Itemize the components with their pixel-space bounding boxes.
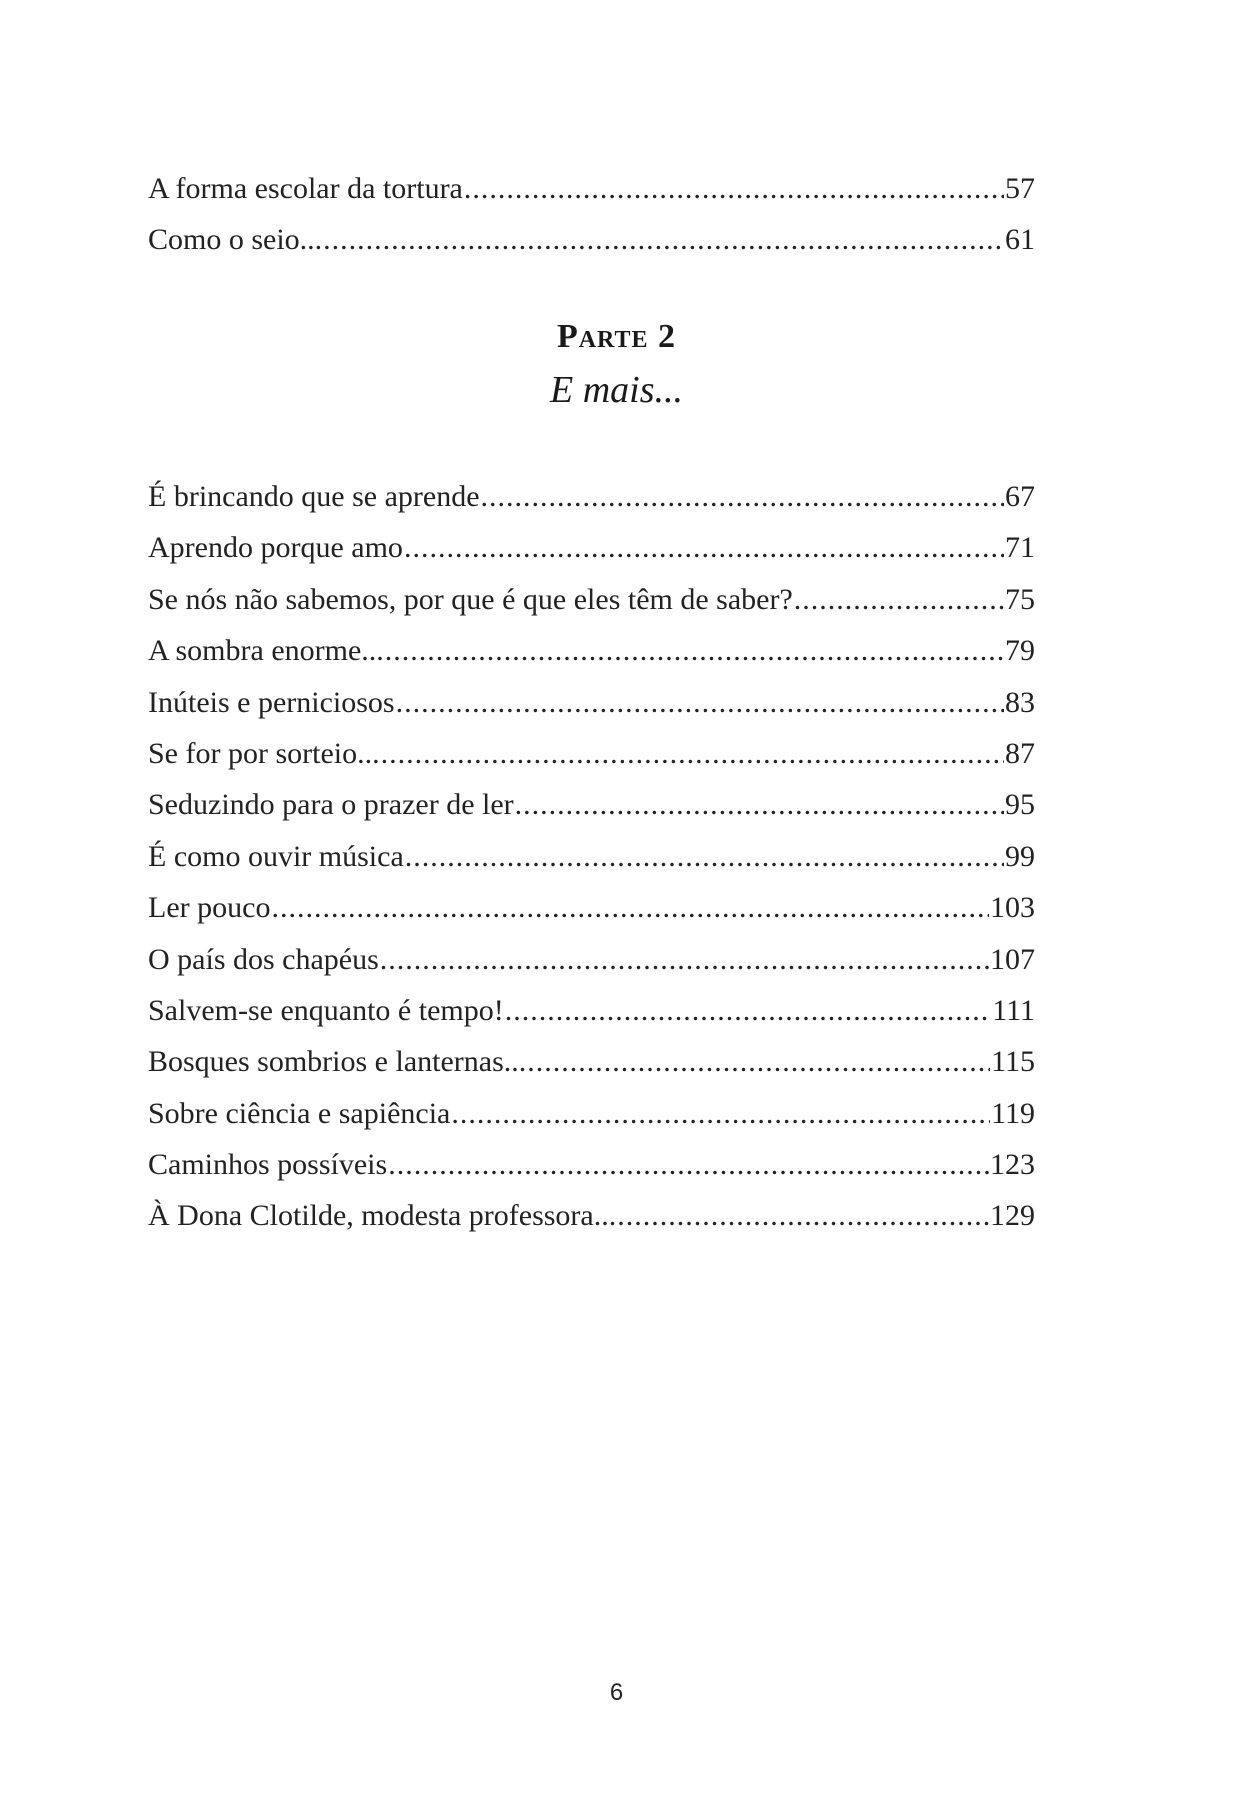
- toc-entry-page: 83: [1005, 685, 1035, 719]
- toc-leader-dots: [404, 522, 1004, 573]
- toc-entry-page: 129: [990, 1199, 1035, 1233]
- toc-entry-page: 75: [1005, 582, 1035, 616]
- part-heading-subtitle: E mais...: [550, 369, 683, 411]
- toc-leader-dots: [505, 985, 991, 1036]
- toc-leader-dots: [405, 831, 1004, 882]
- toc-entry-page: 119: [991, 1096, 1035, 1130]
- toc-entry-page: 67: [1005, 480, 1035, 513]
- toc-entry-title: Sobre ciência e sapiência: [148, 1096, 451, 1130]
- toc-entry-page: 107: [990, 942, 1035, 976]
- toc-entry-title: Inúteis e perniciosos: [148, 685, 395, 719]
- toc-entry-title: Ler pouco: [148, 891, 271, 925]
- toc-entry-title: Salvem-se enquanto é tempo!: [148, 993, 504, 1027]
- toc-leader-dots: [388, 1139, 989, 1190]
- toc-entry-page: 71: [1005, 531, 1035, 565]
- toc-entry[interactable]: [148, 625, 1035, 676]
- toc-leader-dots: [271, 882, 989, 933]
- toc-leader-dots: [381, 728, 1004, 779]
- toc-entry[interactable]: [148, 214, 1035, 265]
- toc-entry-title: Aprendo porque amo: [148, 531, 403, 565]
- toc-entry[interactable]: [148, 934, 1035, 985]
- toc-leader-dots: [515, 779, 1004, 830]
- toc-entry[interactable]: [148, 522, 1035, 573]
- toc-entry[interactable]: [148, 163, 1035, 214]
- toc-leader-dots: [794, 574, 1004, 625]
- toc-entry[interactable]: [148, 779, 1035, 830]
- toc-list-part2: [148, 471, 1035, 1242]
- toc-entry-title: A forma escolar da tortura: [148, 172, 463, 205]
- toc-leader-dots: [396, 677, 1004, 728]
- part-heading-label: Parte 2: [556, 318, 677, 355]
- toc-entry-title: Bosques sombrios e lanternas...: [148, 1045, 527, 1079]
- toc-entry-page: 57: [1005, 172, 1035, 205]
- toc-list-part1-tail: [148, 163, 1035, 266]
- toc-entry[interactable]: [148, 1036, 1035, 1087]
- toc-entry[interactable]: [148, 728, 1035, 779]
- toc-entry-page: 123: [990, 1148, 1035, 1182]
- toc-leader-dots: [481, 471, 1004, 522]
- toc-entry-page: 99: [1005, 839, 1035, 873]
- toc-entry-page: 79: [1005, 634, 1035, 668]
- toc-entry-title: É como ouvir música: [148, 839, 404, 873]
- toc-entry[interactable]: [148, 471, 1035, 522]
- toc-leader-dots: [464, 163, 1004, 214]
- toc-entry-title: O país dos chapéus: [148, 942, 379, 976]
- toc-leader-dots: [385, 625, 1004, 676]
- toc-leader-dots: [451, 1088, 990, 1139]
- toc-entry[interactable]: [148, 677, 1035, 728]
- toc-entry-title: À Dona Clotilde, modesta professora...: [148, 1199, 617, 1233]
- toc-entry[interactable]: [148, 1190, 1035, 1241]
- toc-entry-title: Caminhos possíveis: [148, 1148, 388, 1182]
- page-number: 6: [609, 1679, 624, 1706]
- toc-leader-dots: [617, 1190, 989, 1241]
- toc-entry-page: 103: [990, 891, 1035, 925]
- toc-leader-dots: [323, 214, 1004, 265]
- toc-entry-page: 87: [1005, 736, 1035, 770]
- toc-entry-page: 111: [992, 993, 1035, 1027]
- toc-entry-page: 115: [991, 1045, 1035, 1079]
- toc-entry[interactable]: [148, 882, 1035, 933]
- toc-entry[interactable]: [148, 574, 1035, 625]
- toc-entry-page: 95: [1005, 788, 1035, 822]
- toc-entry-title: Como o seio...: [148, 223, 323, 257]
- toc-entry-title: É brincando que se aprende: [148, 480, 480, 513]
- toc-entry[interactable]: [148, 831, 1035, 882]
- toc-entry-title: Seduzindo para o prazer de ler: [148, 788, 514, 822]
- toc-entry-title: Se for por sorteio...: [148, 736, 380, 770]
- toc-entry[interactable]: [148, 985, 1035, 1036]
- toc-leader-dots: [380, 934, 989, 985]
- toc-entry[interactable]: [148, 1088, 1035, 1139]
- toc-entry-title: Se nós não sabemos, por que é que eles têm de saber?: [148, 582, 793, 616]
- toc-entry-page: 61: [1005, 223, 1035, 257]
- toc-leader-dots: [527, 1036, 990, 1087]
- toc-entry-title: A sombra enorme...: [148, 634, 384, 668]
- toc-entry[interactable]: [148, 1139, 1035, 1190]
